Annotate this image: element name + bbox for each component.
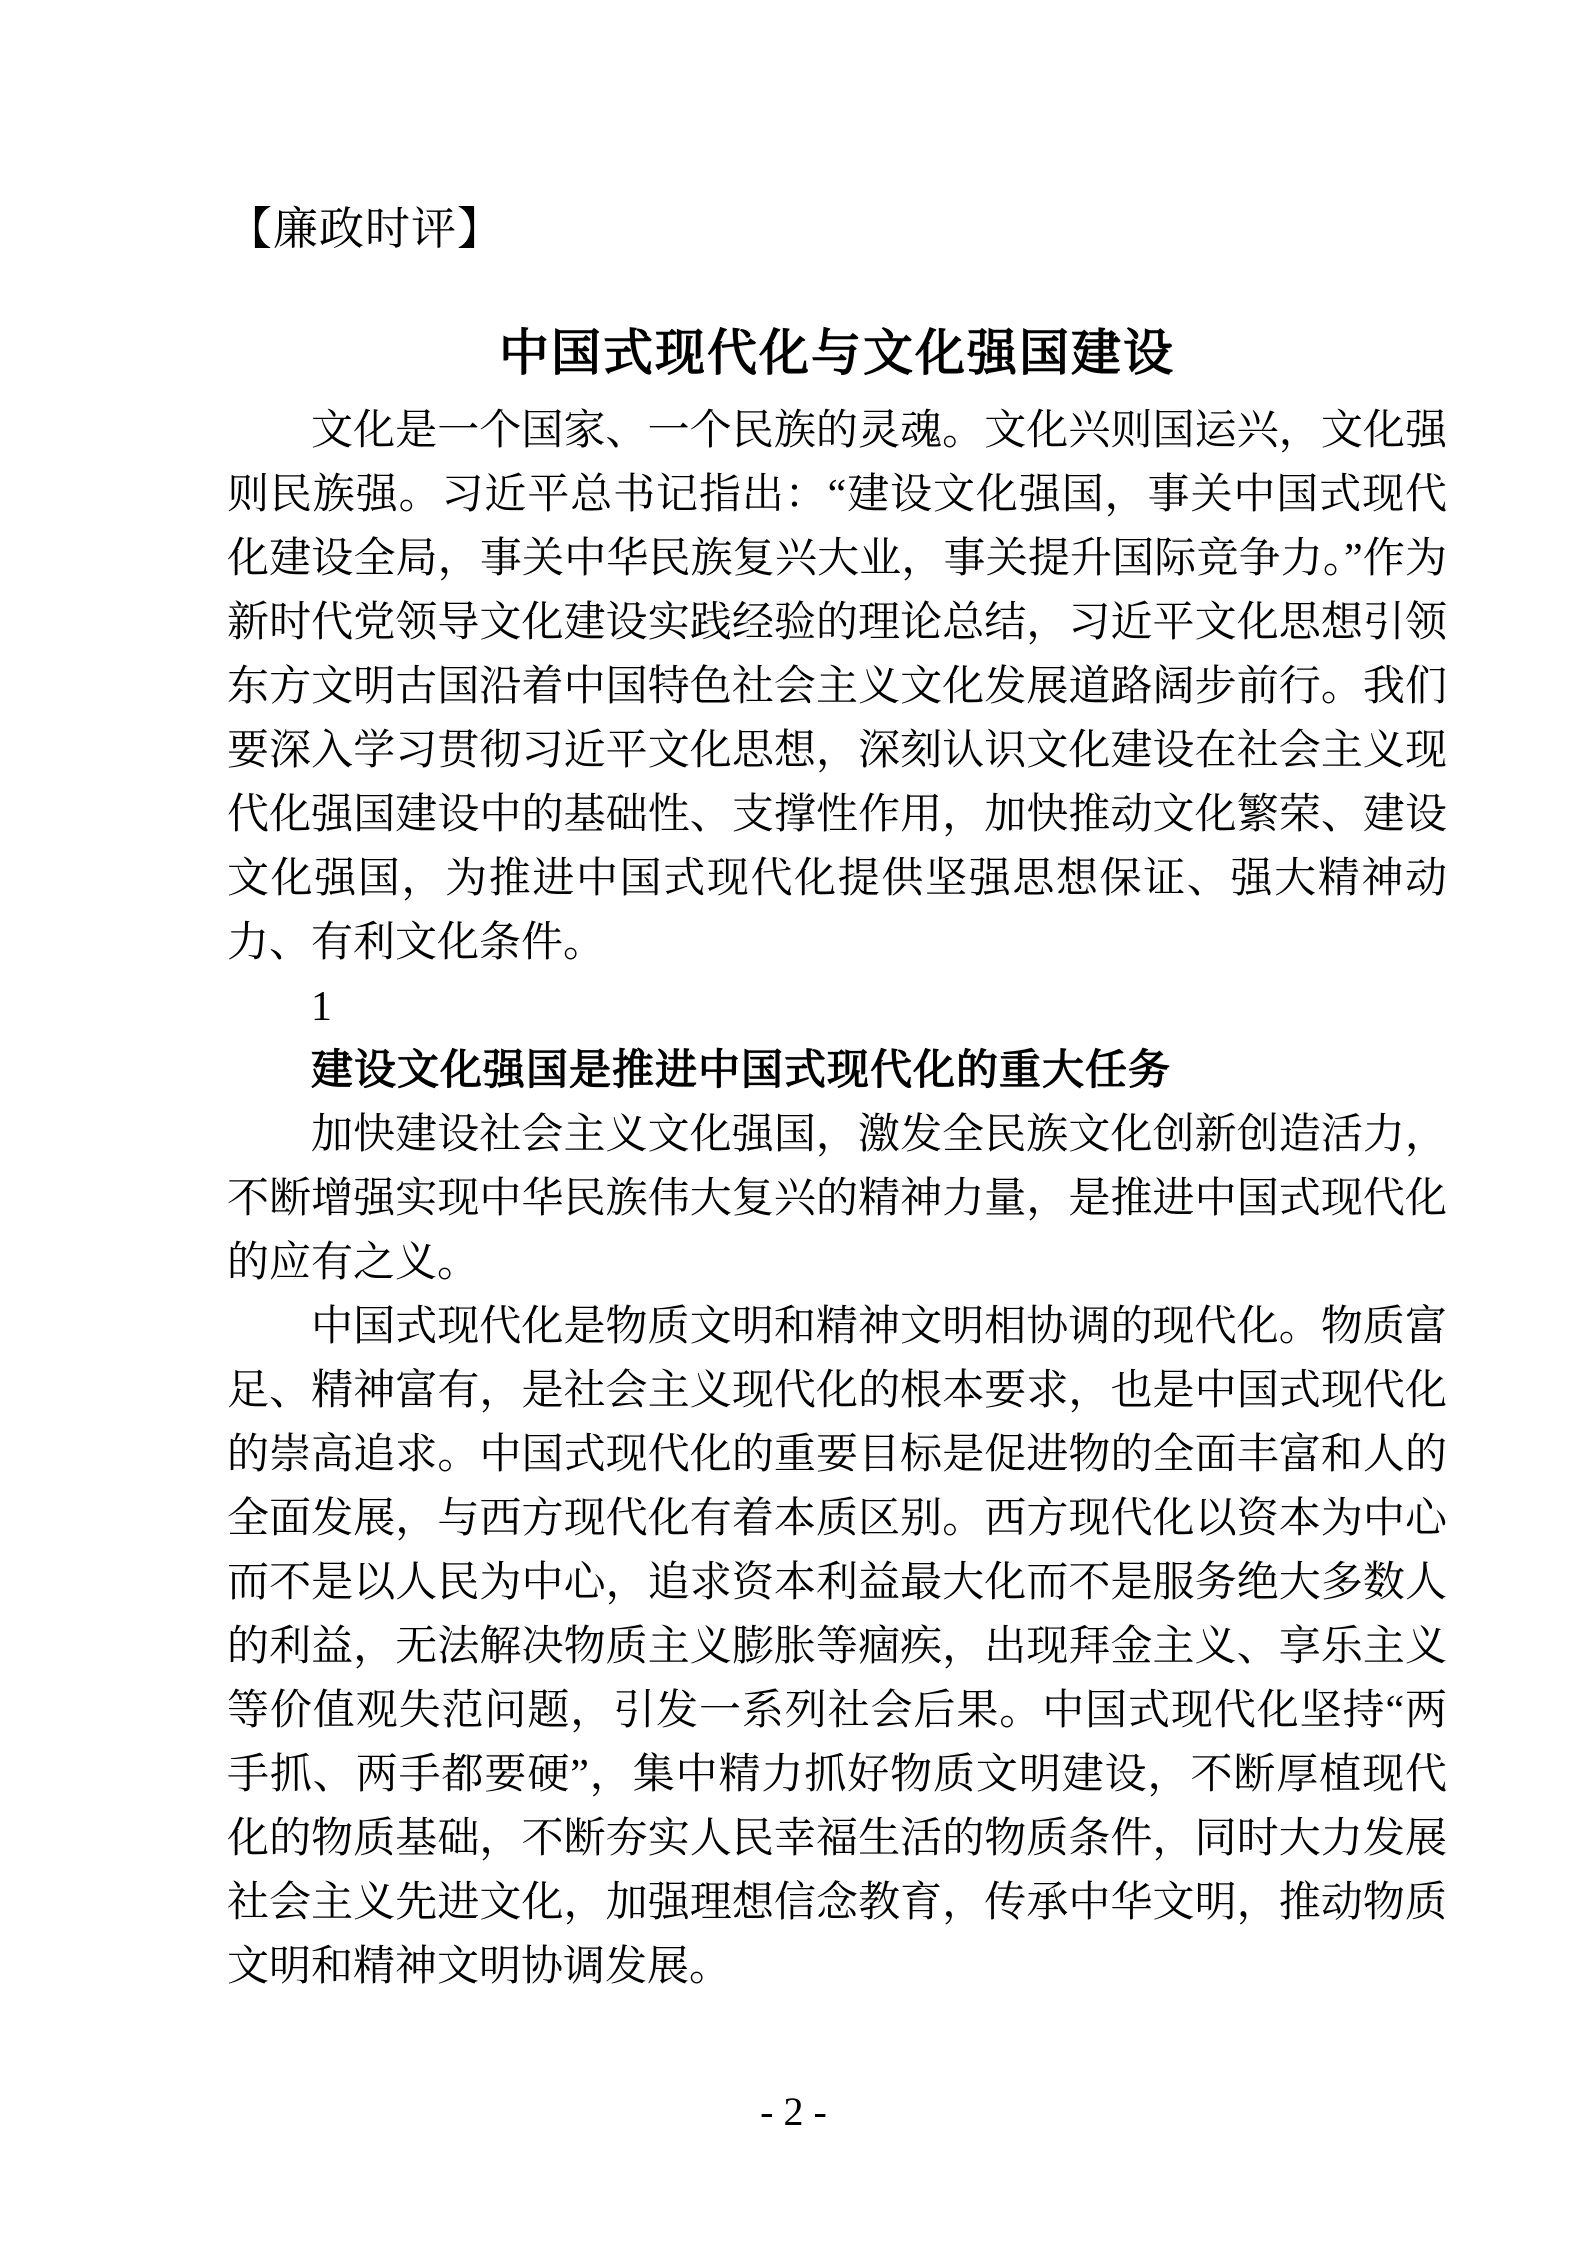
paragraph-body: 中国式现代化是物质文明和精神文明相协调的现代化。物质富足、精神富有，是社会主义现代化的根本要求，也是中国式现代化的崇高追求。中国式现代化的重要目标是促进物的全面丰富和人的全面发展，与西方现代化有着本质区别。西方现代化以资本为中心而不是以人民为中心，追求资本利益最大化而不是服务绝大多数人的利益，无法解决物质主义膨胀等痼疾，出现拜金主义、享乐主义等价值观失范问题，引发一系列社会后果。中国式现代化坚持“两手抓、两手都要硬”，集中精力抓好物质文明建设，不断厚植现代化的物质基础，不断夯实人民幸福生活的物质条件，同时大力发展社会主义先进文化，加强理想信念教育，传承中华文明，推动物质文明和精神文明协调发展。 <box>227 1304 1447 1990</box>
category-label: 【廉政时评】 <box>227 204 504 254</box>
section-number: 1 <box>311 984 332 1030</box>
section-heading: 建设文化强国是推进中国式现代化的重大任务 <box>311 1048 1172 1094</box>
paragraph-intro: 文化是一个国家、一个民族的灵魂。文化兴则国运兴，文化强则民族强。习近平总书记指出：“建设文化强国，事关中国式现代化建设全局，事关中华民族复兴大业，事关提升国际竞争力。”作为新时代党领导文化建设实践经验的理论总结，习近平文化思想引领东方文明古国沿着中国特色社会主义文化发展道路阔步前行。我们要深入学习贯彻习近平文化思想，深刻认识文化建设在社会主义现代化强国建设中的基础性、支撑性作用，加快推动文化繁荣、建设文化强国，为推进中国式现代化提供坚强思想保证、强大精神动力、有利文化条件。 <box>227 408 1447 966</box>
article-title: 中国式现代化与文化强国建设 <box>499 325 1175 381</box>
page-number: - 2 - <box>760 2089 827 2134</box>
paragraph-body: 加快建设社会主义文化强国，激发全民族文化创新创造活力，不断增强实现中华民族伟大复兴的精神力量，是推进中国式现代化的应有之义。 <box>227 1112 1447 1286</box>
